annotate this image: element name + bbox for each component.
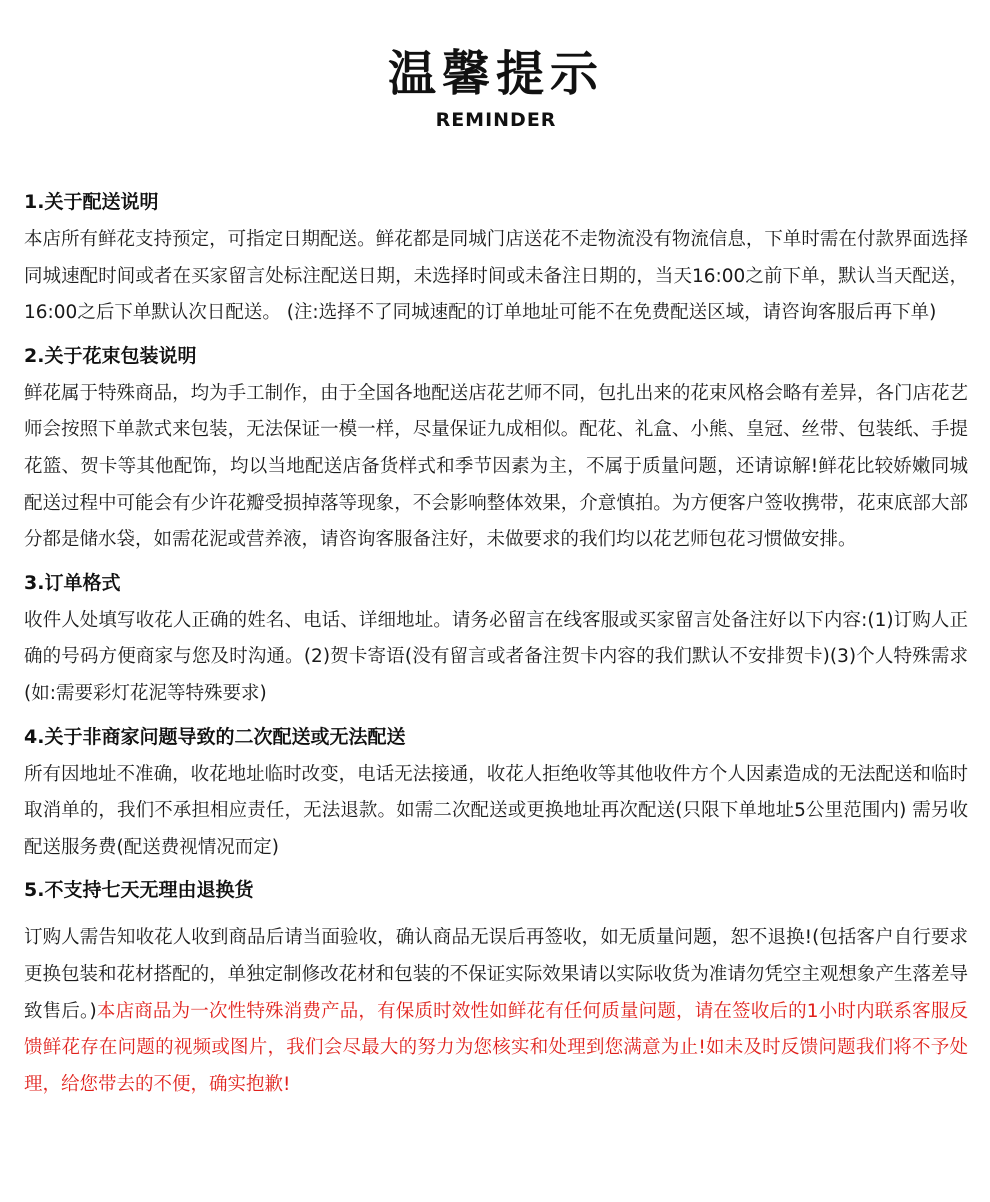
section-order-format [24, 565, 968, 713]
section-body: 所有因地址不准确，收花地址临时改变，电话无法接通，收花人拒绝收等其他收件方个人因素造成的无法配送和临时取消单的，我们不承担相应责任，无法退款。如需二次配送或更换地址再次配送(只限下单地址5公里范围内) 需另收配送服务费(配送费视情况而定) [24, 763, 968, 858]
section-heading: 4.关于非商家问题导致的二次配送或无法配送 [24, 725, 406, 748]
section-heading: 2.关于花束包装说明 [24, 344, 197, 367]
page-subtitle: REMINDER [435, 109, 557, 131]
section-redelivery [24, 719, 968, 867]
page-title: 温馨提示 [387, 46, 604, 102]
section-body: 鲜花属于特殊商品，均为手工制作，由于全国各地配送店花艺师不同，包扎出来的花束风格会略有差异，各门店花艺师会按照下单款式来包装，无法保证一模一样，尽量保证九成相似。配花、礼盒、小熊、皇冠、丝带、包装纸、手提花篮、贺卡等其他配饰，均以当地配送店备货样式和季节因素为主，不属于质量问题，还请谅解!鲜花比较娇嫩同城配送过程中可能会有少许花瓣受损掉落等现象，不会影响整体效果，介意慎拍。为方便客户签收携带，花束底部大部分都是储水袋，如需花泥或营养液，请咨询客服备注好，未做要求的我们均以花艺师包花习惯做安排。 [24, 382, 968, 551]
section-body [24, 920, 968, 1103]
section-heading: 5.不支持七天无理由退换货 [24, 879, 254, 902]
section-body: 本店所有鲜花支持预定，可指定日期配送。鲜花都是同城门店送花不走物流没有物流信息，下单时需在付款界面选择同城速配时间或者在买家留言处标注配送日期，未选择时间或未备注日期的，当天16:00之前下单，默认当天配送，16:00之后下单默认次日配送。 (注:选择不了同城速配的订单地址可能不在免费配送区域，请咨询客服后再下单) [24, 229, 968, 324]
section-body: 收件人处填写收花人正确的姓名、电话、详细地址。请务必留言在线客服或买家留言处备注好以下内容:(1)订购人正确的号码方便商家与您及时沟通。(2)贺卡寄语(没有留言或者备注贺卡内容的我们默认不安排贺卡)(3)个人特殊需求(如:需要彩灯花泥等特殊要求) [24, 609, 968, 704]
section-packaging [24, 338, 968, 559]
section-no-return [24, 872, 968, 1103]
section-heading: 3.订单格式 [24, 571, 121, 594]
title-block [24, 0, 968, 132]
section-body-text: 订购人需告知收花人收到商品后请当面验收，确认商品无误后再签收，如无质量问题，恕不退换!(包括客户自行要求更换包装和花材搭配的，单独定制修改花材和包装的不保证实际效果请以实际收货为准请勿凭空主观想象产生落差导致售后。) [24, 927, 968, 1022]
notice-sections [24, 184, 968, 1103]
section-heading: 1.关于配送说明 [24, 191, 159, 213]
warning-text: 本店商品为一次性特殊消费产品，有保质时效性如鲜花有任何质量问题，请在签收后的1小时内联系客服反馈鲜花存在问题的视频或图片，我们会尽最大的努力为您核实和处理到您满意为止!如未及时反馈问题我们将不予处理，给您带去的不便，确实抱歉! [24, 1000, 969, 1095]
section-delivery [24, 184, 968, 332]
